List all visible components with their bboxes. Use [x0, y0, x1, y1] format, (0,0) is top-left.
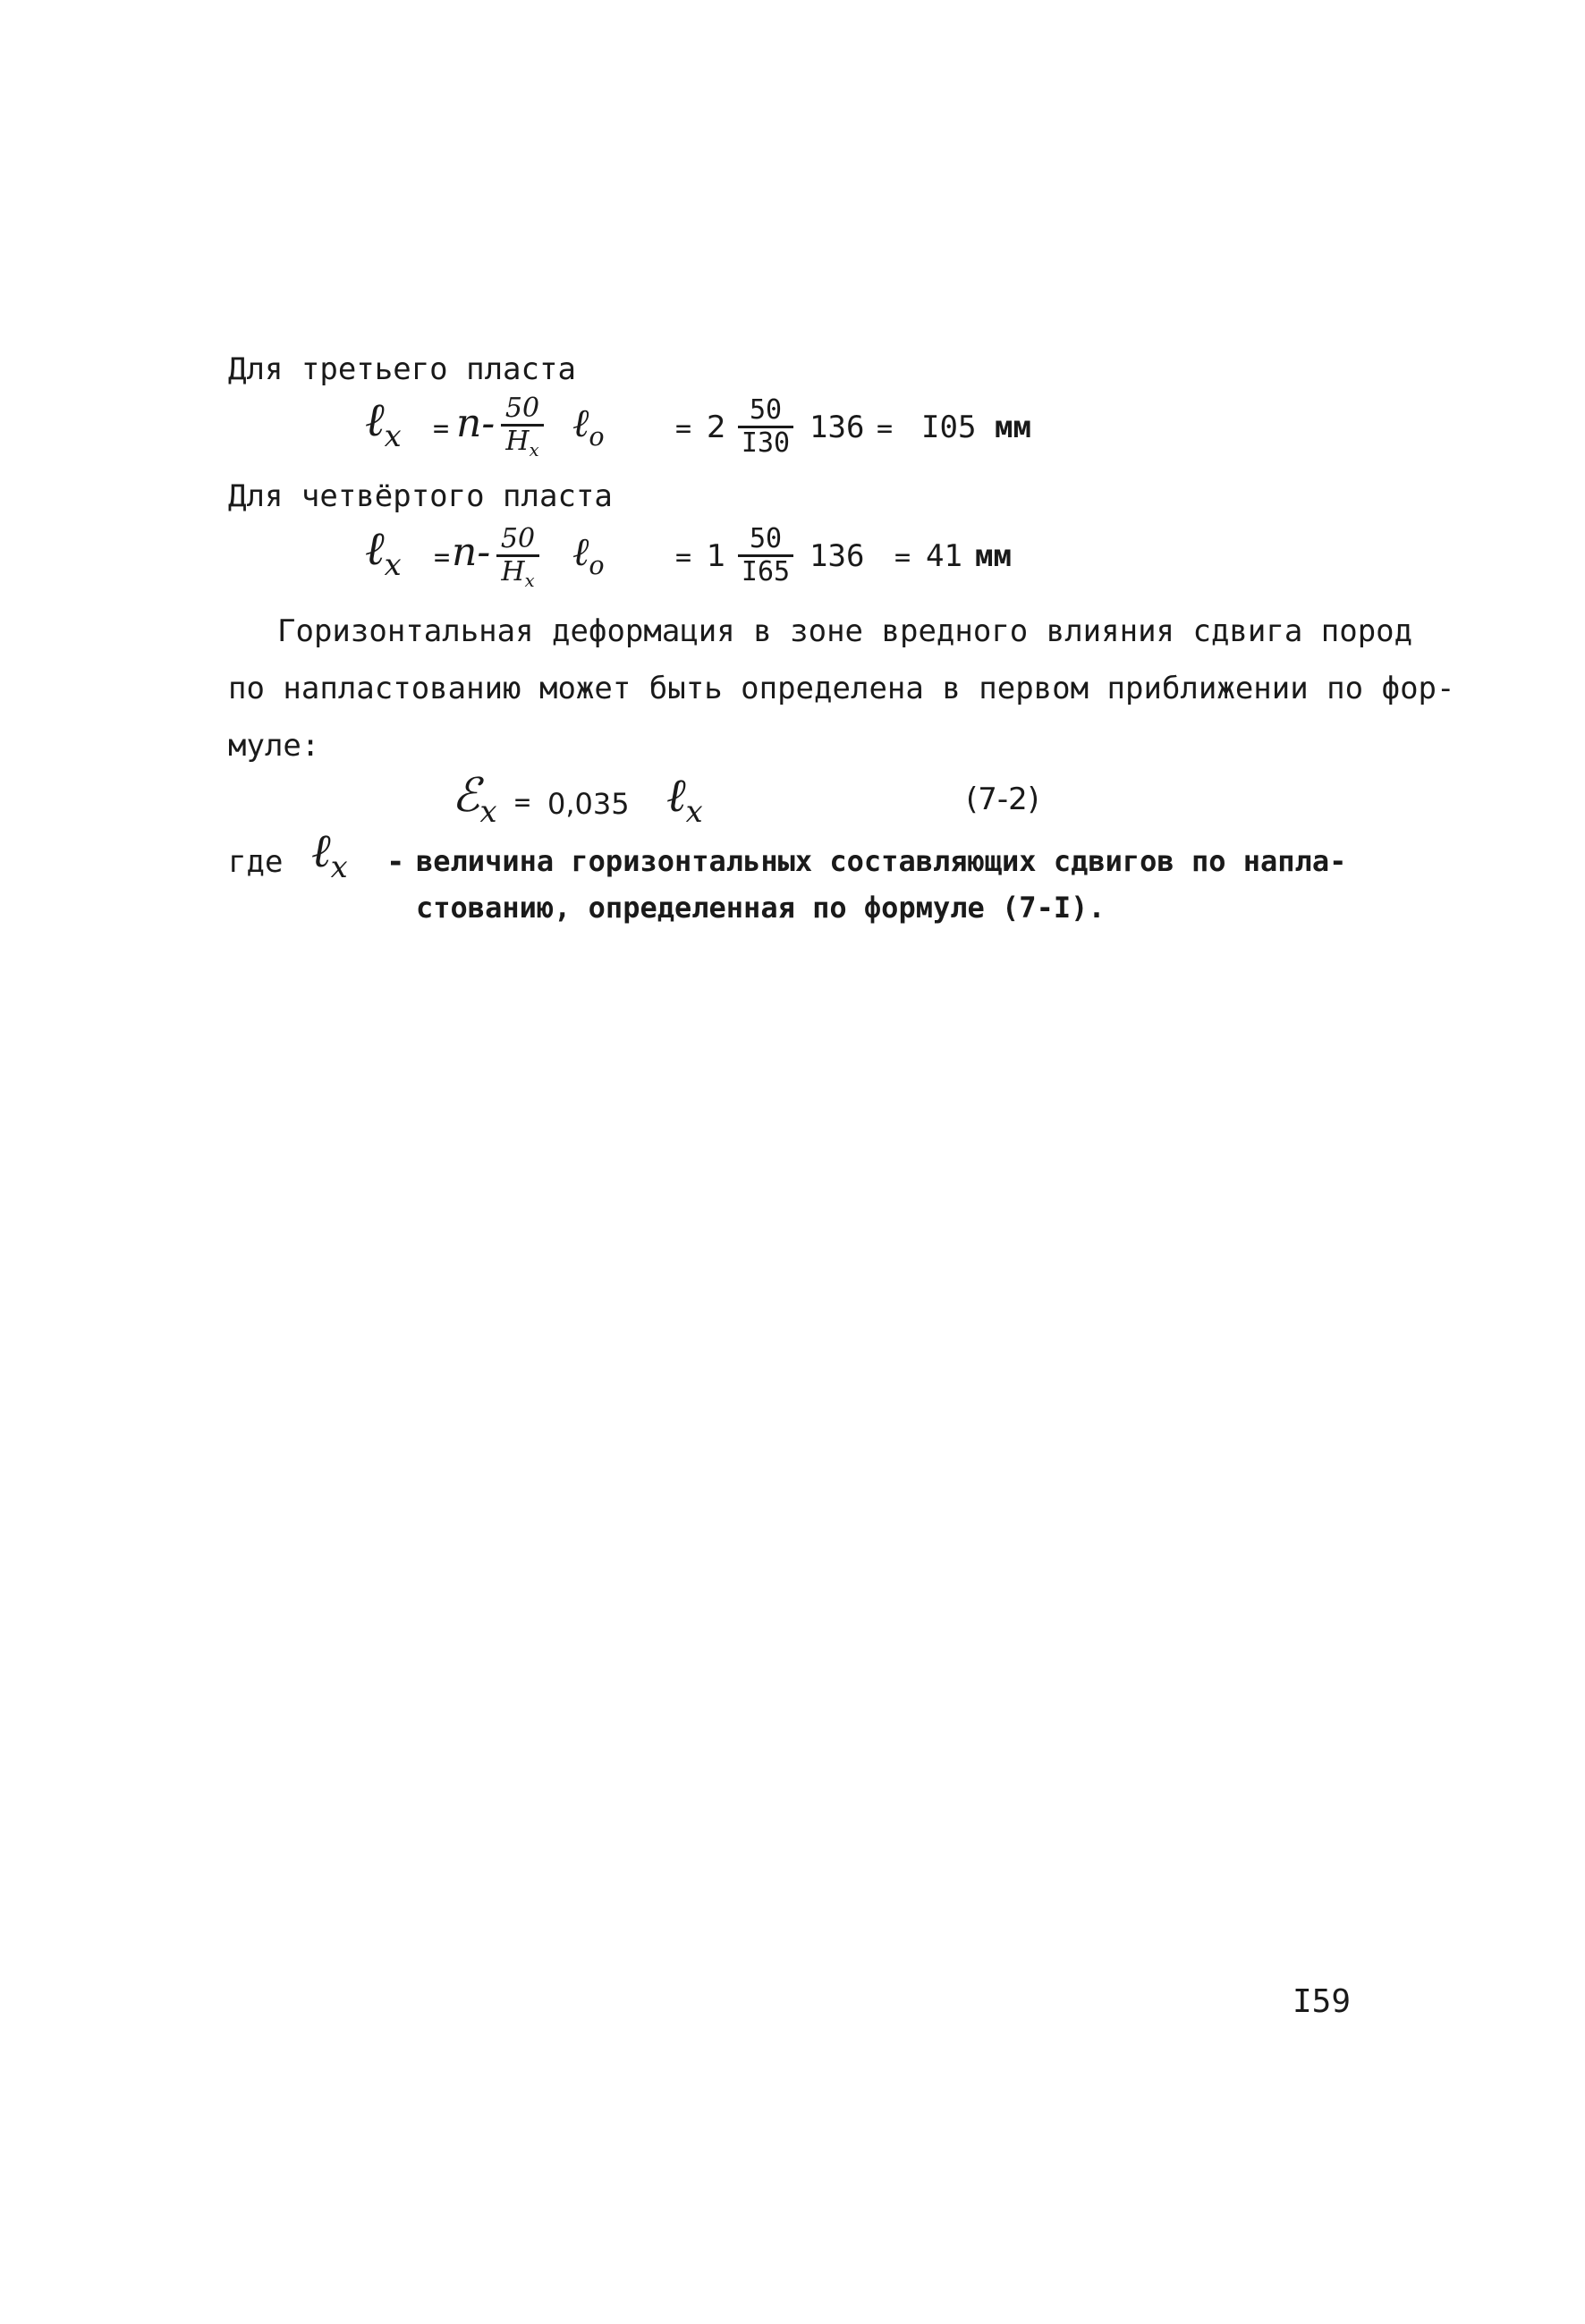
formula2-coef: 1: [707, 538, 726, 574]
page-number: I59: [1293, 1983, 1352, 2020]
formula1-eq3: =: [877, 413, 894, 444]
formula2-eq2: =: [675, 542, 692, 573]
formula1-l0: ℓ$_o$: [572, 401, 605, 452]
paragraph-line-2: по напластованию может быть определена в первом приближении по фор-: [228, 671, 1455, 706]
formula2-eq1: =: [434, 542, 451, 573]
definition-where: где: [228, 844, 284, 880]
formula2-result: 41: [926, 538, 962, 574]
definition-symbol: ℓ$_x$: [311, 824, 348, 884]
formula1-lhs: ℓ$_x$: [365, 393, 402, 453]
formula3-rhs: ℓ$_x$: [666, 769, 703, 829]
formula1-eq2: =: [675, 413, 692, 444]
formula1-unit: мм: [995, 410, 1031, 445]
paragraph-line-1: Горизонтальная деформация в зоне вредного влияния сдвига пород: [277, 613, 1413, 649]
formula1-factor: 136: [809, 410, 865, 445]
definition-text-line-2: стованию, определенная по формуле (7-I).: [416, 891, 1106, 925]
formula2-n: n-: [452, 529, 491, 575]
formula2-eq3: =: [894, 542, 911, 573]
formula3-lhs: ℰ$_x$: [452, 769, 497, 829]
formula2-unit: мм: [975, 538, 1012, 574]
formula1-fraction: 50 $H_x$: [501, 395, 544, 459]
paragraph-line-3: муле:: [228, 728, 320, 764]
formula1-value-fraction: 50 I30: [738, 397, 793, 457]
formula3-number: (7-2): [966, 782, 1040, 817]
formula2-l0: ℓ$_o$: [572, 529, 605, 580]
formula1-eq1: =: [433, 413, 450, 444]
definition-dash: -: [386, 844, 405, 880]
definition-text-line-1: величина горизонтальных составляющих сдвигов по напла-: [416, 844, 1347, 878]
formula1-coef: 2: [707, 410, 726, 445]
formula3-eq: =: [514, 787, 531, 818]
formula2-fraction: 50 $H_x$: [496, 526, 539, 589]
formula2-lhs: ℓ$_x$: [365, 522, 402, 582]
formula1-result: I05: [921, 410, 977, 445]
fourth-seam-heading: Для четвёртого пласта: [228, 478, 613, 514]
formula2-factor: 136: [809, 538, 865, 574]
formula1-n: n-: [456, 401, 496, 446]
formula3-coefficient: 0,035: [547, 787, 630, 821]
third-seam-heading: Для третьего пласта: [228, 351, 576, 387]
formula2-value-fraction: 50 I65: [738, 526, 793, 586]
